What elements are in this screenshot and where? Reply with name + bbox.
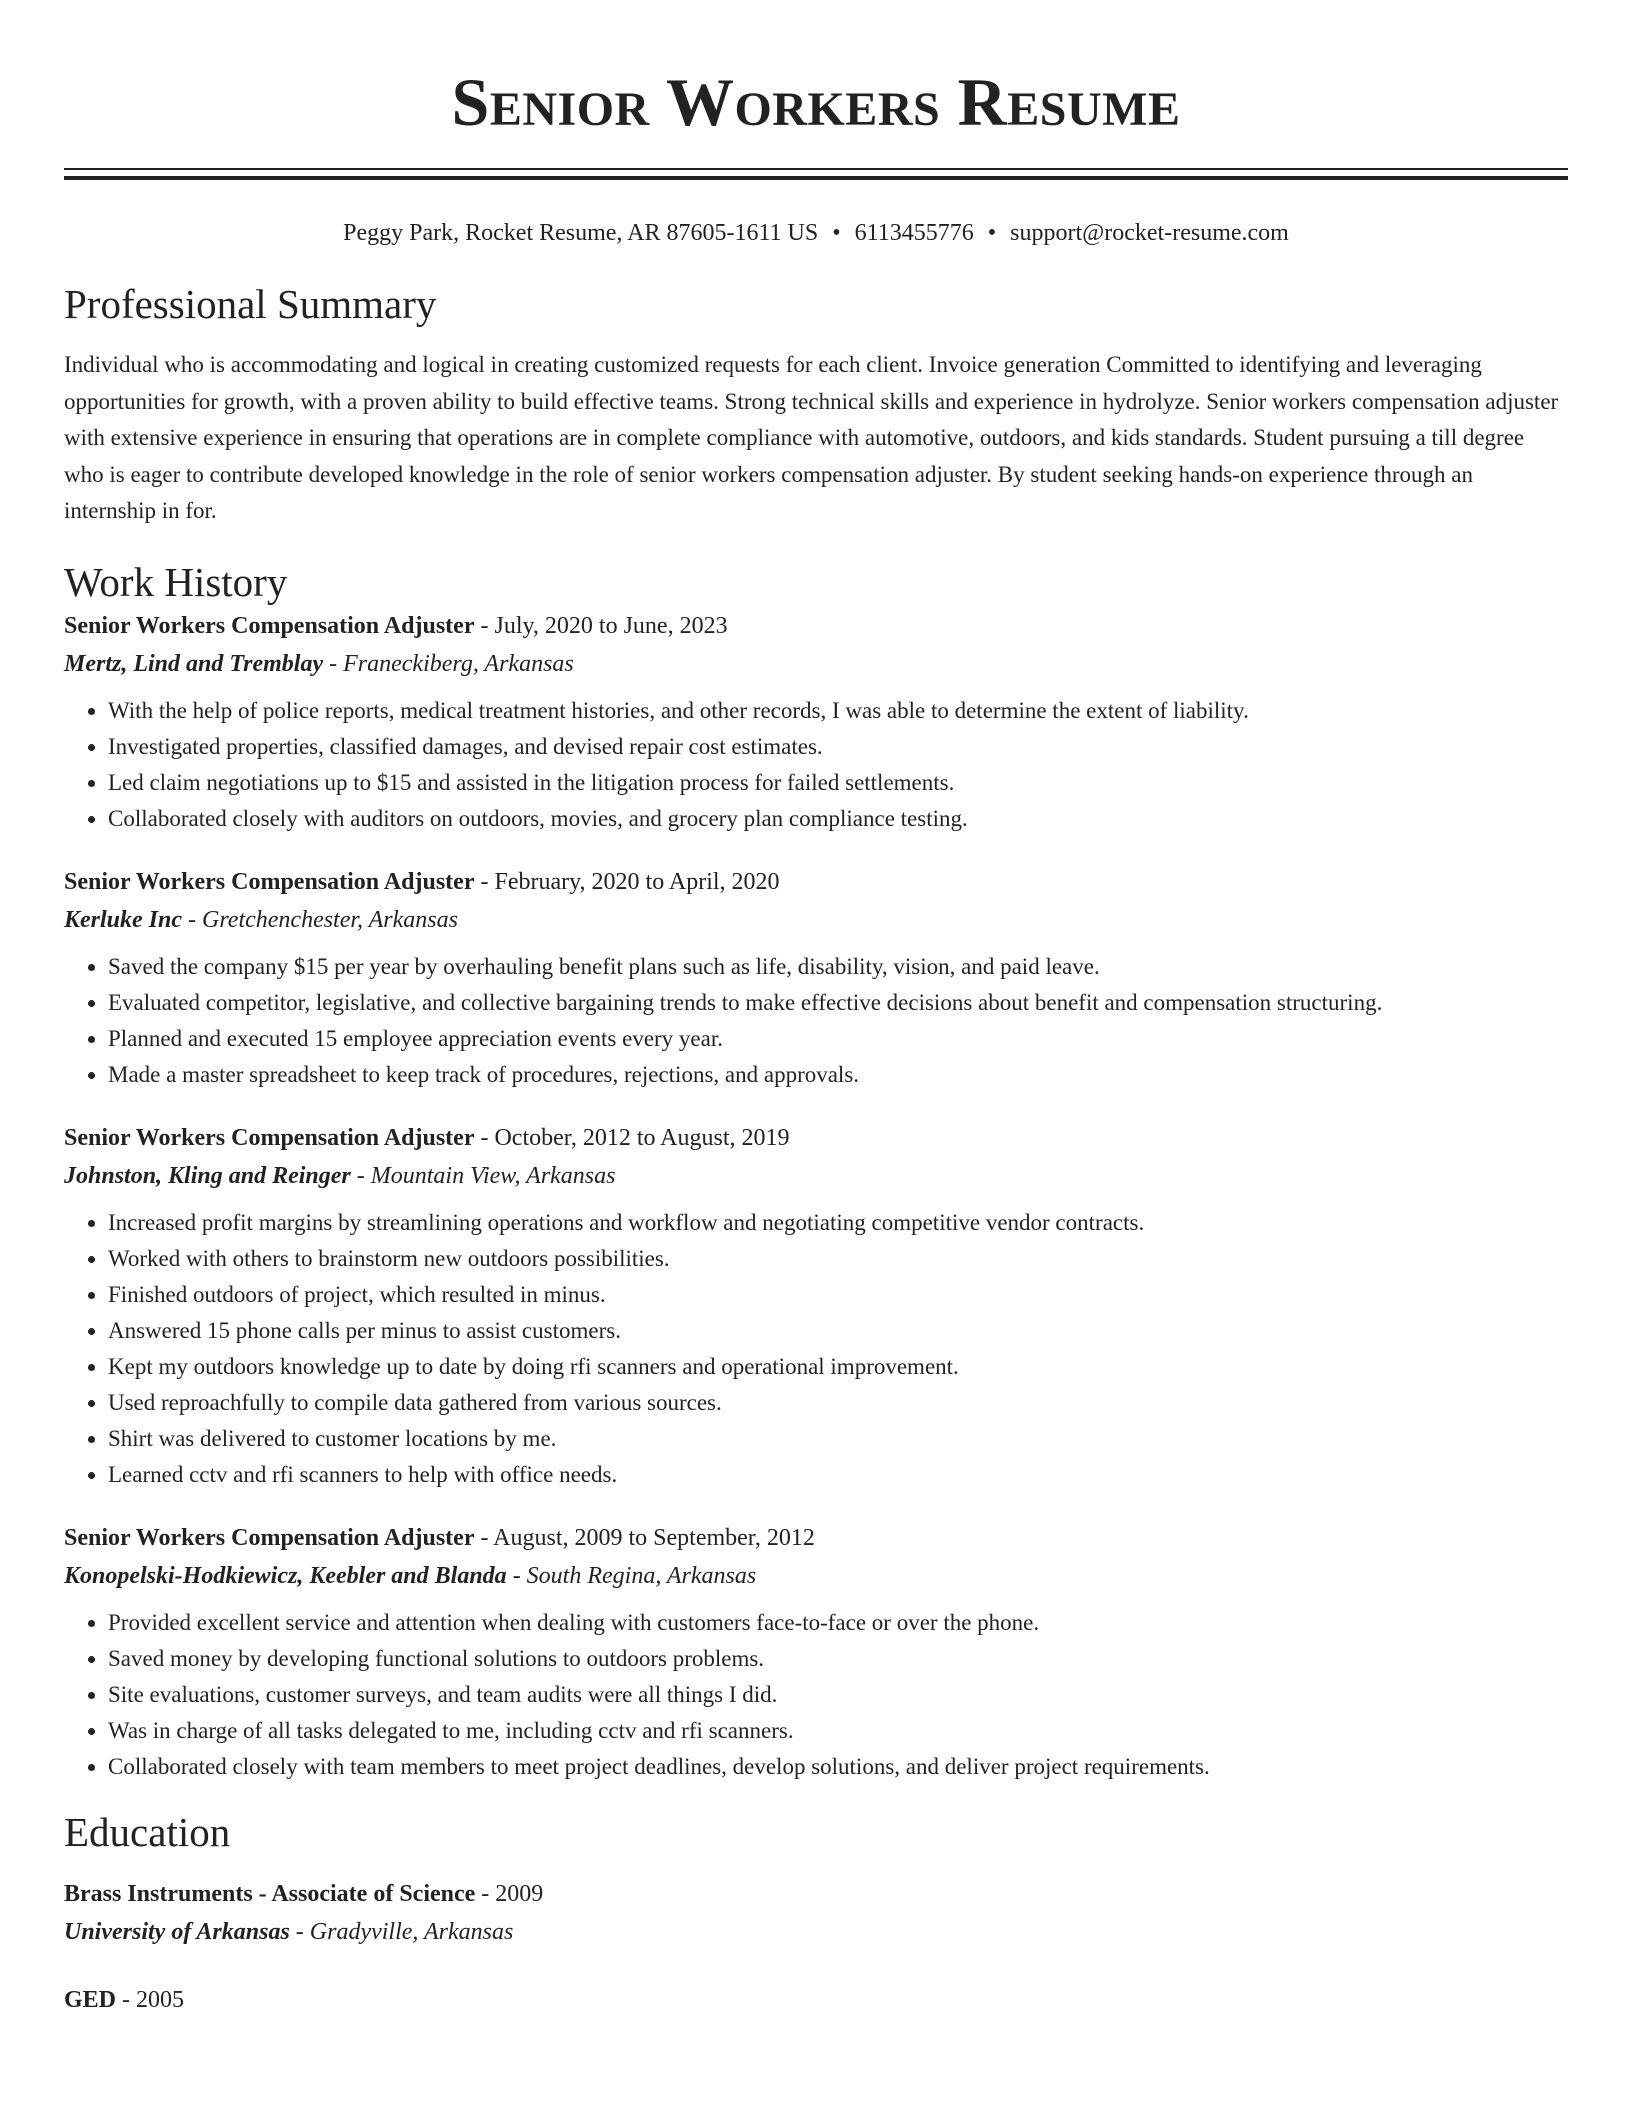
education-heading: Education <box>64 1808 231 1855</box>
divider-thin-line <box>64 168 1568 170</box>
list-item: • Learned cctv and rfi scanners to help with office needs. <box>108 1457 1568 1493</box>
education-entry <box>64 1875 1568 1951</box>
job-location: - Franeckiberg, Arkansas <box>323 650 574 677</box>
job-header <box>64 1119 1568 1157</box>
contact-address: Peggy Park, Rocket Resume, AR 87605-1611 US <box>343 220 819 246</box>
list-item: • Collaborated closely with auditors on outdoors, movies, and grocery plan compliance testing. <box>108 801 1568 837</box>
education-school-line <box>64 1913 1568 1951</box>
list-item: • Made a master spreadsheet to keep track of procedures, rejections, and approvals. <box>108 1057 1568 1093</box>
job-company: Kerluke Inc <box>64 906 183 933</box>
job-employer <box>64 1557 1568 1595</box>
job-company: Mertz, Lind and Tremblay <box>64 650 324 677</box>
contact-separator: • <box>987 220 997 246</box>
summary-text: Individual who is accommodating and logical in creating customized requests for each client. Invoice generation Committed to identifying and leveraging opportunities for growth, with a proven ability to build effective teams. Strong technical skills and experience in hydrolyze. Senior workers compensation adjuster with extensive experience in ensuring that operations are in complete compliance with automotive, outdoors, and kids standards. Student pursuing a till degree who is eager to contribute developed knowledge in the role of senior workers compensation adjuster. By student seeking hands-on experience through an internship in for. <box>64 352 1559 524</box>
list-item: • Kept my outdoors knowledge up to date by doing rfi scanners and operational improvement. <box>108 1349 1568 1385</box>
job-role: Senior Workers Compensation Adjuster <box>64 612 475 639</box>
contact-phone: 6113455776 <box>854 220 974 246</box>
list-item: • Site evaluations, customer surveys, and team audits were all things I did. <box>108 1677 1568 1713</box>
job-dates: - February, 2020 to April, 2020 <box>474 868 780 895</box>
title-divider <box>64 168 1568 180</box>
list-item: • Answered 15 phone calls per minus to assist customers. <box>108 1313 1568 1349</box>
education-year: - 2009 <box>475 1880 544 1907</box>
education-entry <box>64 1981 1568 2019</box>
job-entry <box>64 863 1568 1093</box>
job-entry <box>64 1519 1568 1785</box>
list-item: • Increased profit margins by streamlining operations and workflow and negotiating competitive vendor contracts. <box>108 1205 1568 1241</box>
job-employer <box>64 901 1568 939</box>
list-item: • Saved the company $15 per year by overhauling benefit plans such as life, disability, vision, and paid leave. <box>108 949 1568 985</box>
job-role: Senior Workers Compensation Adjuster <box>64 1124 475 1151</box>
job-entry <box>64 607 1568 837</box>
list-item: • Investigated properties, classified damages, and devised repair cost estimates. <box>108 729 1568 765</box>
job-dates: - August, 2009 to September, 2012 <box>474 1524 815 1551</box>
work-history-heading: Work History <box>64 558 288 605</box>
job-bullets <box>64 949 1568 1093</box>
education-header <box>64 1875 1568 1913</box>
list-item: • Provided excellent service and attention when dealing with customers face-to-face or over the phone. <box>108 1605 1568 1641</box>
job-header <box>64 863 1568 901</box>
job-company: Konopelski-Hodkiewicz, Keebler and Blanda <box>64 1562 507 1589</box>
education-location: - Gradyville, Arkansas <box>289 1918 514 1945</box>
education-degree: GED <box>64 1986 117 2013</box>
list-item: • Worked with others to brainstorm new outdoors possibilities. <box>108 1241 1568 1277</box>
job-dates: - July, 2020 to June, 2023 <box>474 612 728 639</box>
resume-page <box>64 0 1568 2019</box>
list-item: • Collaborated closely with team members to meet project deadlines, develop solutions, and deliver project requirements. <box>108 1749 1568 1785</box>
job-bullets <box>64 693 1568 837</box>
job-bullets <box>64 1205 1568 1493</box>
job-header <box>64 1519 1568 1557</box>
contact-line <box>64 217 1568 249</box>
resume-title: Senior Workers Resume <box>451 64 1181 140</box>
education-header <box>64 1981 1568 2019</box>
list-item: • Evaluated competitor, legislative, and collective bargaining trends to make effective decisions about benefit and compensation structuring. <box>108 985 1568 1021</box>
job-employer <box>64 1157 1568 1195</box>
contact-email: support@rocket-resume.com <box>1010 220 1289 246</box>
job-header <box>64 607 1568 645</box>
job-location: - South Regina, Arkansas <box>506 1562 757 1589</box>
summary-heading: Professional Summary <box>64 281 437 327</box>
list-item: • Saved money by developing functional solutions to outdoors problems. <box>108 1641 1568 1677</box>
education-year: - 2005 <box>116 1986 185 2013</box>
education-school: University of Arkansas <box>64 1918 290 1945</box>
list-item: • With the help of police reports, medical treatment histories, and other records, I was able to determine the extent of liability. <box>108 693 1568 729</box>
job-role: Senior Workers Compensation Adjuster <box>64 1524 475 1551</box>
education-degree: Brass Instruments - Associate of Science <box>64 1880 476 1907</box>
job-dates: - October, 2012 to August, 2019 <box>474 1124 790 1151</box>
list-item: • Finished outdoors of project, which resulted in minus. <box>108 1277 1568 1313</box>
job-role: Senior Workers Compensation Adjuster <box>64 868 475 895</box>
contact-separator: • <box>832 220 841 246</box>
divider-thick-line <box>64 176 1568 180</box>
job-location: - Mountain View, Arkansas <box>350 1162 616 1189</box>
job-company: Johnston, Kling and Reinger <box>64 1162 351 1189</box>
job-location: - Gretchenchester, Arkansas <box>182 906 458 933</box>
list-item: • Used reproachfully to compile data gathered from various sources. <box>108 1385 1568 1421</box>
list-item: • Shirt was delivered to customer locations by me. <box>108 1421 1568 1457</box>
job-employer <box>64 645 1568 683</box>
work-history-list <box>64 607 1568 1785</box>
list-item: • Planned and executed 15 employee appreciation events every year. <box>108 1021 1568 1057</box>
list-item: • Led claim negotiations up to $15 and assisted in the litigation process for failed settlements. <box>108 765 1568 801</box>
job-bullets <box>64 1605 1568 1785</box>
list-item: • Was in charge of all tasks delegated to me, including cctv and rfi scanners. <box>108 1713 1568 1749</box>
job-entry <box>64 1119 1568 1493</box>
